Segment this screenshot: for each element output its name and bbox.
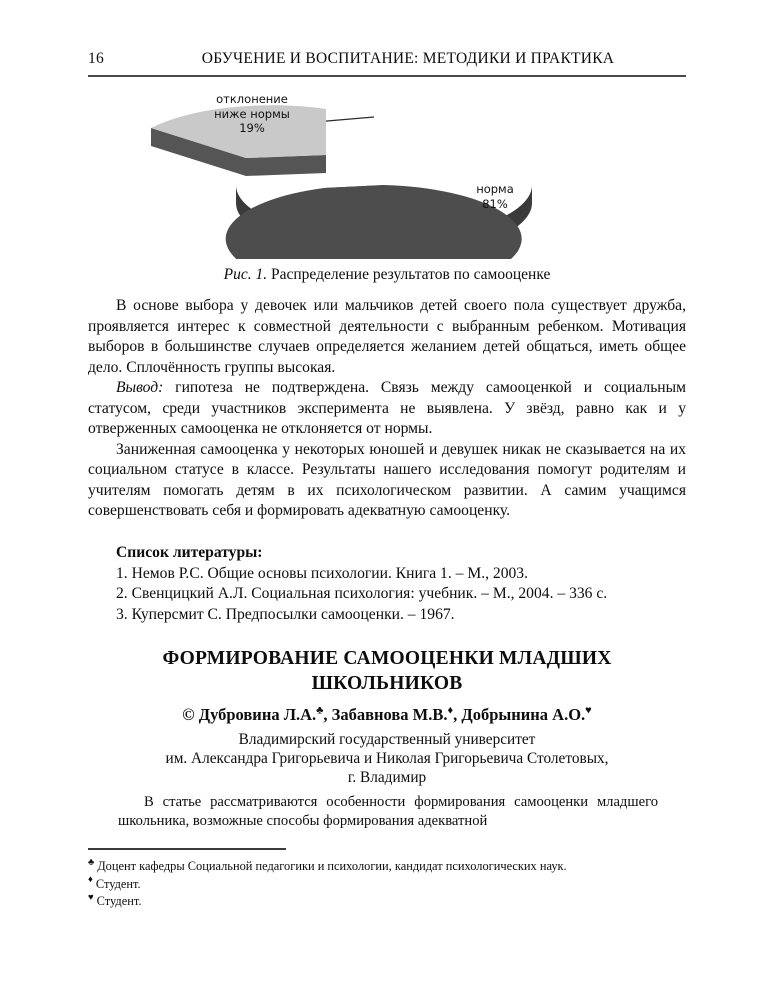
page-number: 16 [88, 50, 104, 67]
footnote-item [88, 876, 686, 894]
footnote-text: Студент. [95, 876, 141, 891]
article-title-line1: ФОРМИРОВАНИЕ САМООЦЕНКИ МЛАДШИХ [162, 648, 612, 669]
reference-item: 1. Немов Р.С. Общие основы психологии. Книга 1. – М., 2003. [116, 564, 528, 582]
pie-label-deviation-line1: отклонение [216, 92, 288, 106]
paragraph-2 [88, 378, 686, 440]
paragraph-2-lead: Вывод: [116, 379, 164, 396]
authors-line [88, 705, 686, 725]
abstract [118, 793, 658, 831]
footnote-item [88, 858, 686, 876]
pie-label-norma [456, 182, 534, 211]
figure-caption [88, 266, 686, 284]
footnotes [88, 858, 686, 911]
reference-item: 3. Куперсмит С. Предпосылки самооценки. – 1967. [116, 605, 455, 623]
pie-label-deviation-value: 19% [239, 121, 265, 136]
pie-label-norma-line1: норма [476, 182, 514, 196]
article-title [88, 646, 686, 696]
copyright-symbol: © [182, 705, 199, 724]
article-title-line2: ШКОЛЬНИКОВ [311, 673, 463, 694]
author-2-footnote-mark: ♦ [447, 704, 454, 717]
footnote-mark: ♥ [88, 892, 94, 903]
references-section [88, 543, 686, 625]
affiliation-line3: г. Владимир [347, 769, 427, 786]
author-2: Забавнова М.В. [331, 705, 448, 724]
figure-pie-chart [88, 84, 686, 259]
paragraph-2-text: гипотеза не подтверждена. Связь между самооценкой и социальным статусом, среди участников эксперимента не выявлена. У звёзд, равно как и у отверженных самооценка не отклоняется от нормы. [88, 379, 686, 437]
author-separator-2: , [453, 705, 462, 724]
affiliation [88, 730, 686, 787]
affiliation-line1: Владимирский государственный университет [238, 731, 536, 748]
running-head-title: ОБУЧЕНИЕ И ВОСПИТАНИЕ: МЕТОДИКИ И ПРАКТИКА [201, 50, 615, 67]
header-rule [88, 75, 686, 77]
pie-label-deviation-line2: ниже нормы [214, 106, 290, 121]
author-1-footnote-mark: ♣ [316, 704, 324, 717]
abstract-text: В статье рассматриваются особенности формирования самооценки младшего школьника, возможные способы формирования адекватной [118, 794, 658, 829]
author-separator-1: , [323, 705, 332, 724]
author-1: Дубровина Л.А. [198, 705, 317, 724]
footnote-mark: ♦ [88, 875, 93, 886]
pie-chart-svg [88, 84, 686, 259]
author-3-footnote-mark: ♥ [585, 704, 592, 717]
author-3: Добрынина А.О. [461, 705, 586, 724]
reference-item: 2. Свенцицкий А.Л. Социальная психология: учебник. – М., 2004. – 336 с. [116, 585, 608, 602]
running-head [88, 50, 686, 68]
figure-number: Рис. 1. [223, 266, 268, 283]
paragraph-3: Заниженная самооценка у некоторых юношей и девушек никак не сказывается на их социальном статусе в классе. Результаты нашего исследования помогут родителям и учителям помогать детям в их психологическом развитии. А самим учащимся совершенствовать себя и формировать адекватную самооценку. [88, 440, 686, 519]
affiliation-line2: им. Александра Григорьевича и Николая Григорьевича Столетовых, [165, 750, 609, 767]
footnote-separator [88, 848, 286, 850]
figure-caption-text: Распределение результатов по самооценке [267, 266, 551, 283]
body-text [88, 296, 686, 522]
footnote-item [88, 893, 686, 911]
references-title: Список литературы: [116, 544, 263, 561]
paragraph-1: В основе выбора у девочек или мальчиков детей своего пола существует дружба, проявляется интерес к совместной деятельности с выбранным ребенком. Мотивация выборов в большинстве случаев определяется желанием детей общаться, иметь общее дело. Сплочённость группы высокая. [88, 297, 686, 376]
footnote-mark: ♣ [88, 857, 95, 868]
pie-label-deviation [198, 92, 306, 136]
pie-label-norma-value: 81% [482, 196, 508, 211]
footnote-text: Доцент кафедры Социальной педагогики и психологии, кандидат психологических наук. [97, 859, 567, 873]
footnote-text: Студент. [96, 894, 142, 908]
